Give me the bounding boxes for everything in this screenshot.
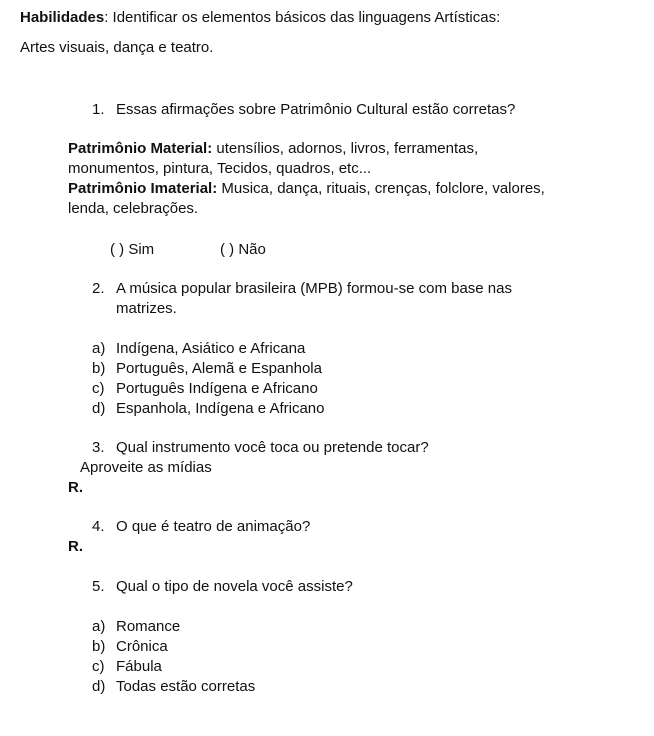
list-item <box>92 399 325 419</box>
option-text: Romance <box>116 618 181 635</box>
list-item <box>92 657 162 677</box>
list-item <box>92 677 255 697</box>
question-number: 2. <box>92 280 105 297</box>
imaterial-text: Musica, dança, rituais, crenças, folclore, valores, <box>217 180 545 197</box>
question-number: 1. <box>92 101 105 118</box>
material-label: Patrimônio Material: <box>68 140 213 157</box>
skills-label: Habilidades <box>20 9 105 26</box>
option-letter: b) <box>92 360 106 377</box>
option-letter: d) <box>92 678 106 695</box>
option-text: Crônica <box>116 638 168 655</box>
question-text: Qual instrumento você toca ou pretende tocar? <box>116 439 429 456</box>
choice-no[interactable]: ( ) Não <box>220 241 266 258</box>
question-text: A música popular brasileira (MPB) formou-se com base nas <box>116 280 512 297</box>
list-item <box>92 359 322 379</box>
list-item <box>92 339 305 359</box>
option-letter: c) <box>92 658 105 675</box>
choice-yes[interactable]: ( ) Sim <box>110 241 155 258</box>
question-number: 3. <box>92 439 105 456</box>
question-text: Qual o tipo de novela você assiste? <box>116 578 353 595</box>
option-letter: a) <box>92 340 106 357</box>
skills-line-2: Artes visuais, dança e teatro. <box>20 39 214 56</box>
option-letter: d) <box>92 400 106 417</box>
material-line-1 <box>68 139 478 159</box>
question-1 <box>92 100 515 120</box>
question-4 <box>92 517 310 537</box>
answer-label: R. <box>68 479 83 496</box>
question-2-continued: matrizes. <box>116 300 177 317</box>
option-letter: a) <box>92 618 106 635</box>
skills-text: : Identificar os elementos básicos das linguagens Artísticas: <box>104 9 501 26</box>
question-text: O que é teatro de animação? <box>116 518 311 535</box>
option-letter: c) <box>92 380 105 397</box>
question-2 <box>92 279 512 299</box>
option-text: Português, Alemã e Espanhola <box>116 360 322 377</box>
question-text: Essas afirmações sobre Patrimônio Cultural estão corretas? <box>116 101 516 118</box>
list-item <box>92 617 180 637</box>
option-text: Fábula <box>116 658 162 675</box>
imaterial-line-2: lenda, celebrações. <box>68 200 199 217</box>
answer-label: R. <box>68 538 83 555</box>
question-3 <box>92 438 429 458</box>
question-3-note: Aproveite as mídias <box>80 459 212 476</box>
material-line-2: monumentos, pintura, Tecidos, quadros, etc... <box>68 160 372 177</box>
imaterial-label: Patrimônio Imaterial: <box>68 180 218 197</box>
list-item <box>92 637 168 657</box>
question-5 <box>92 577 353 597</box>
question-number: 5. <box>92 578 105 595</box>
list-item <box>92 379 318 399</box>
imaterial-line-1 <box>68 179 545 199</box>
option-text: Indígena, Asiático e Africana <box>116 340 306 357</box>
question-number: 4. <box>92 518 105 535</box>
material-text: utensílios, adornos, livros, ferramentas, <box>212 140 479 157</box>
option-text: Espanhola, Indígena e Africano <box>116 400 325 417</box>
skills-line <box>20 8 500 28</box>
option-text: Português Indígena e Africano <box>116 380 318 397</box>
option-letter: b) <box>92 638 106 655</box>
option-text: Todas estão corretas <box>116 678 256 695</box>
